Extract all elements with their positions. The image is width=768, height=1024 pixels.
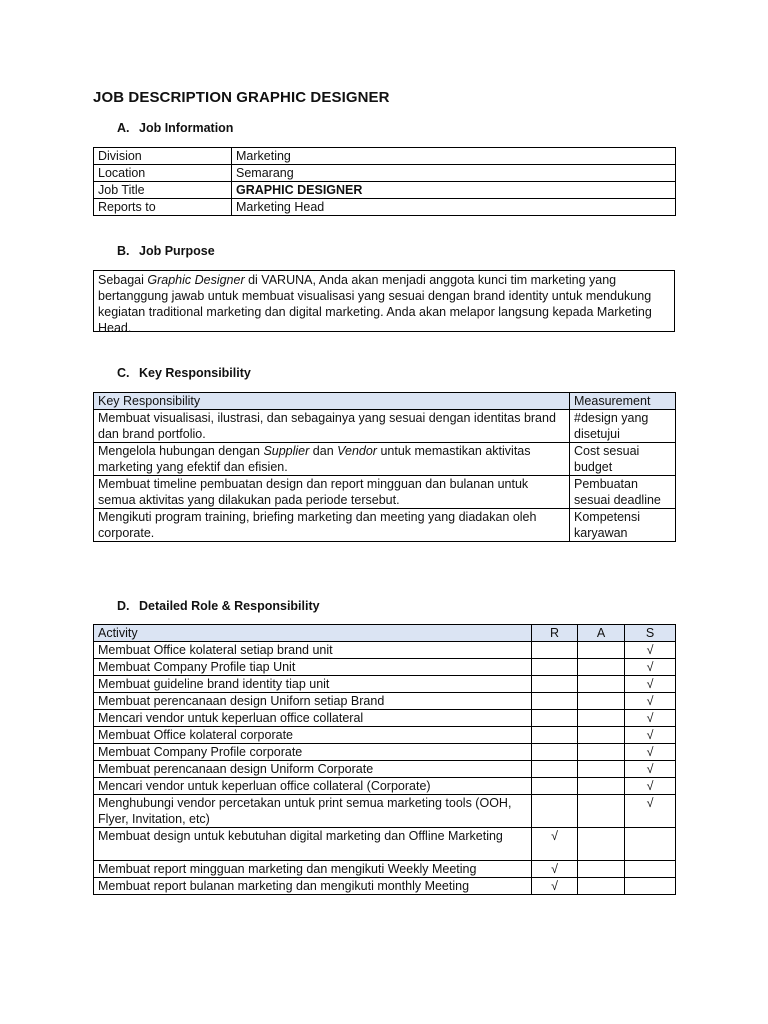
job-info-label: Location [94, 165, 232, 182]
s-cell: √ [625, 778, 676, 795]
purpose-text-post: di VARUNA, Anda akan menjadi anggota kunci tim marketing yang bertanggung jawab untuk membuat visualisasi yang sesuai dengan brand identity untuk mendukung kegiatan traditional marketing dan digital marketing. Anda akan melapor langsung kepada Marketing Head. [98, 273, 652, 335]
roles-row [94, 861, 676, 878]
a-cell [578, 761, 625, 778]
section-b-heading [117, 243, 215, 259]
key-resp-row [94, 476, 676, 509]
activity-cell: Membuat Office kolateral setiap brand unit [94, 642, 532, 659]
key-resp-header: Key Responsibility [94, 393, 570, 410]
activity-cell: Membuat guideline brand identity tiap unit [94, 676, 532, 693]
activity-cell: Membuat perencanaan design Uniforn setiap Brand [94, 693, 532, 710]
job-info-row [94, 199, 676, 216]
roles-row [94, 778, 676, 795]
roles-row [94, 693, 676, 710]
key-resp-measure: Kompetensi karyawan [570, 509, 676, 542]
job-info-value: GRAPHIC DESIGNER [232, 182, 676, 199]
roles-row [94, 642, 676, 659]
activity-cell: Membuat Company Profile corporate [94, 744, 532, 761]
key-resp-measure: Pembuatan sesuai deadline [570, 476, 676, 509]
key-resp-measure: Cost sesuai budget [570, 443, 676, 476]
job-info-label: Division [94, 148, 232, 165]
key-resp-row [94, 443, 676, 476]
a-cell [578, 693, 625, 710]
roles-table [93, 624, 676, 895]
purpose-text-pre: Sebagai [98, 273, 148, 287]
s-header: S [625, 625, 676, 642]
r-cell: √ [532, 878, 578, 895]
key-resp-row [94, 509, 676, 542]
activity-header: Activity [94, 625, 532, 642]
r-cell: √ [532, 861, 578, 878]
section-b-label: Job Purpose [139, 244, 215, 258]
section-b-letter: B. [117, 244, 130, 258]
roles-row [94, 761, 676, 778]
job-info-value: Marketing Head [232, 199, 676, 216]
activity-cell: Membuat Office kolateral corporate [94, 727, 532, 744]
roles-row [94, 744, 676, 761]
a-cell [578, 878, 625, 895]
key-resp-text-part: untuk memastikan aktivitas marketing yang efektif dan efisien. [98, 444, 531, 474]
key-resp-row [94, 410, 676, 443]
key-resp-text-italic: Vendor [337, 444, 377, 458]
s-cell: √ [625, 693, 676, 710]
roles-row [94, 878, 676, 895]
roles-row [94, 676, 676, 693]
r-cell [532, 710, 578, 727]
section-d-letter: D. [117, 599, 130, 613]
a-cell [578, 710, 625, 727]
activity-cell: Membuat perencanaan design Uniform Corporate [94, 761, 532, 778]
a-cell [578, 659, 625, 676]
r-cell [532, 778, 578, 795]
purpose-text-italic: Graphic Designer [147, 273, 245, 287]
key-resp-text-italic: Supplier [263, 444, 310, 458]
job-info-row [94, 165, 676, 182]
activity-cell: Mencari vendor untuk keperluan office collateral [94, 710, 532, 727]
job-purpose-box [93, 270, 675, 335]
key-resp-text-part: Mengelola hubungan dengan [98, 444, 264, 458]
a-cell [578, 778, 625, 795]
page-title: JOB DESCRIPTION GRAPHIC DESIGNER [93, 89, 390, 106]
activity-cell: Membuat Company Profile tiap Unit [94, 659, 532, 676]
a-cell [578, 828, 625, 861]
r-cell [532, 744, 578, 761]
a-cell [578, 676, 625, 693]
a-cell [578, 744, 625, 761]
s-cell [625, 878, 676, 895]
r-cell [532, 676, 578, 693]
section-a-letter: A. [117, 121, 130, 135]
r-cell [532, 642, 578, 659]
roles-row [94, 727, 676, 744]
section-c-heading [117, 365, 251, 381]
key-resp-text: Membuat visualisasi, ilustrasi, dan sebagainya yang sesuai dengan identitas brand dan brand portfolio. [94, 410, 570, 443]
job-info-value: Semarang [232, 165, 676, 182]
job-info-row [94, 182, 676, 199]
s-cell: √ [625, 659, 676, 676]
job-info-label: Reports to [94, 199, 232, 216]
roles-row [94, 795, 676, 828]
job-info-value: Marketing [232, 148, 676, 165]
a-cell [578, 727, 625, 744]
job-info-table [93, 147, 676, 216]
section-c-letter: C. [117, 366, 130, 380]
r-cell [532, 727, 578, 744]
job-info-row [94, 148, 676, 165]
r-cell: √ [532, 828, 578, 861]
s-cell [625, 861, 676, 878]
roles-row [94, 828, 676, 861]
activity-cell: Membuat design untuk kebutuhan digital marketing dan Offline Marketing [94, 828, 532, 861]
s-cell: √ [625, 744, 676, 761]
r-header: R [532, 625, 578, 642]
roles-header-row [94, 625, 676, 642]
key-resp-text: Membuat timeline pembuatan design dan report mingguan dan bulanan untuk semua aktivitas yang dilakukan pada periode tersebut. [94, 476, 570, 509]
a-cell [578, 861, 625, 878]
key-responsibility-table [93, 392, 676, 542]
s-cell: √ [625, 710, 676, 727]
r-cell [532, 761, 578, 778]
s-cell [625, 828, 676, 861]
s-cell: √ [625, 676, 676, 693]
activity-cell: Mencari vendor untuk keperluan office collateral (Corporate) [94, 778, 532, 795]
section-d-label: Detailed Role & Responsibility [139, 599, 320, 613]
s-cell: √ [625, 761, 676, 778]
a-header: A [578, 625, 625, 642]
section-c-label: Key Responsibility [139, 366, 251, 380]
a-cell [578, 795, 625, 828]
s-cell: √ [625, 642, 676, 659]
measurement-header: Measurement [570, 393, 676, 410]
key-resp-measure: #design yang disetujui [570, 410, 676, 443]
s-cell: √ [625, 795, 676, 828]
activity-cell: Membuat report mingguan marketing dan mengikuti Weekly Meeting [94, 861, 532, 878]
section-d-heading [117, 598, 320, 614]
section-a-heading [117, 120, 233, 136]
key-resp-text: Mengikuti program training, briefing marketing dan meeting yang diadakan oleh corporate. [94, 509, 570, 542]
a-cell [578, 642, 625, 659]
r-cell [532, 795, 578, 828]
r-cell [532, 659, 578, 676]
activity-cell: Membuat report bulanan marketing dan mengikuti monthly Meeting [94, 878, 532, 895]
key-resp-header-row [94, 393, 676, 410]
activity-cell: Menghubungi vendor percetakan untuk print semua marketing tools (OOH, Flyer, Invitation, etc) [94, 795, 532, 828]
s-cell: √ [625, 727, 676, 744]
job-info-label: Job Title [94, 182, 232, 199]
r-cell [532, 693, 578, 710]
roles-row [94, 710, 676, 727]
section-a-label: Job Information [139, 121, 234, 135]
roles-row [94, 659, 676, 676]
key-resp-text [94, 443, 570, 476]
key-resp-text-part: dan [309, 444, 338, 458]
